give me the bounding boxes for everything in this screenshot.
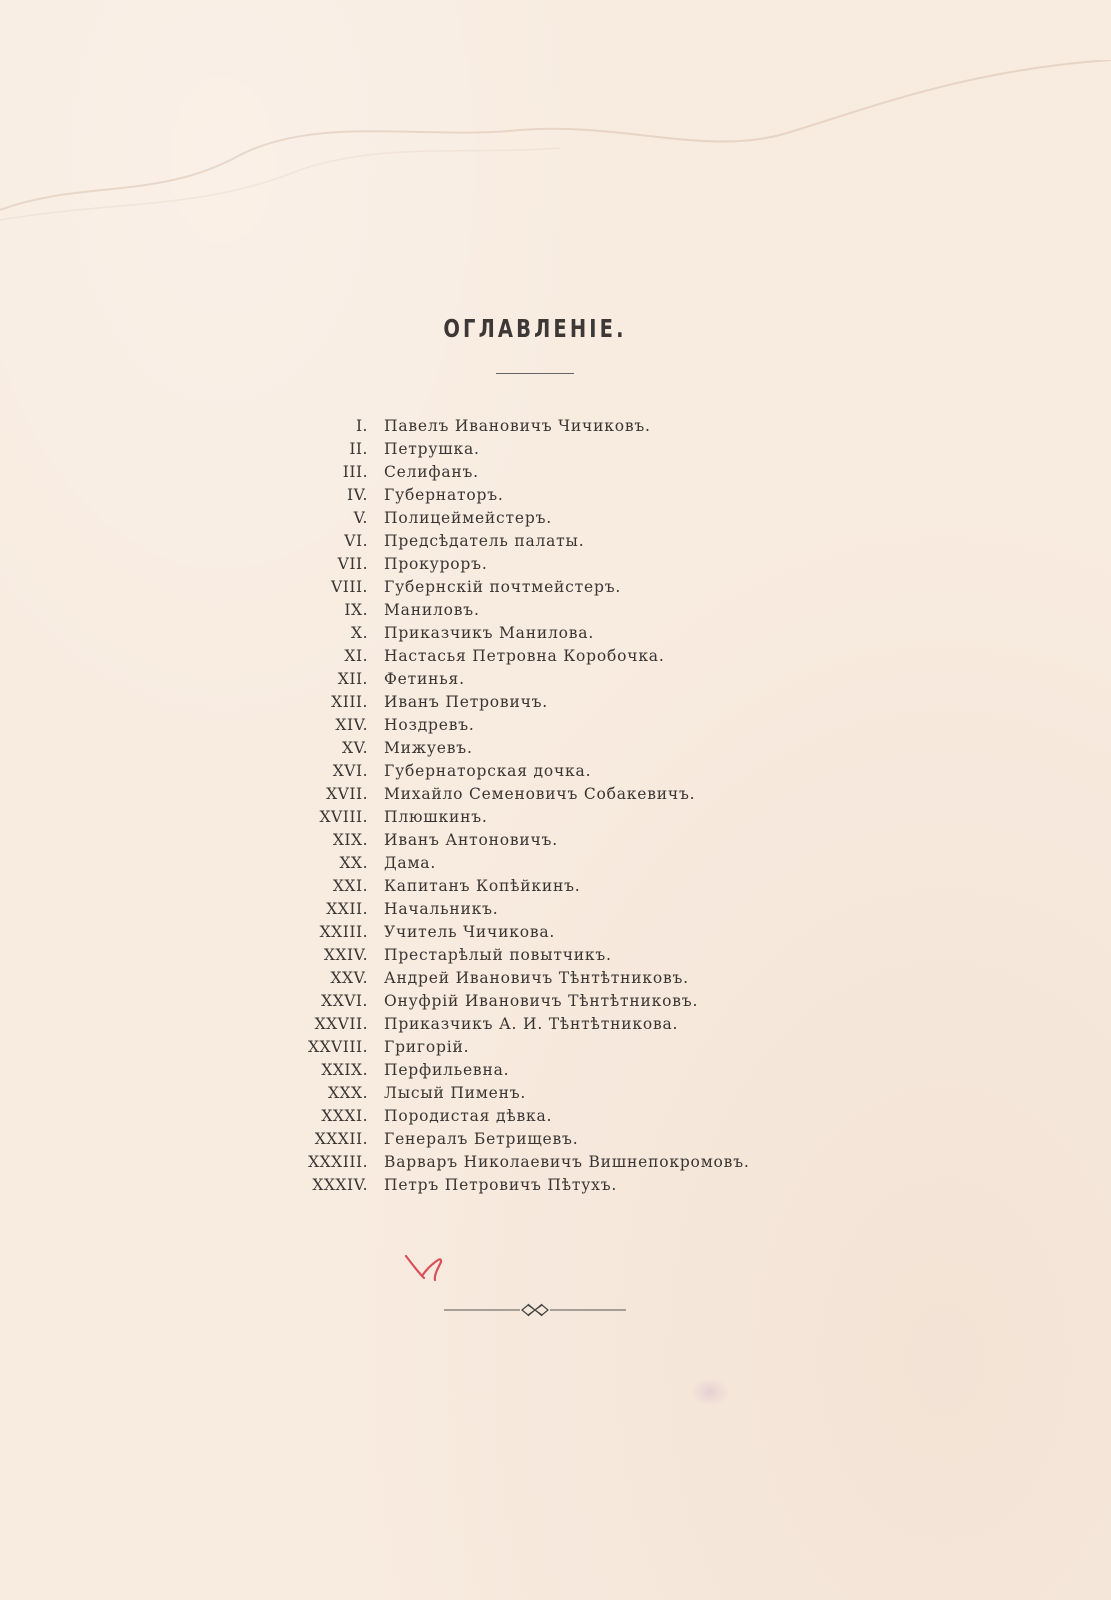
toc-entry-number: XIV. [335,716,368,734]
toc-entry-title: Павелъ Ивановичъ Чичиковъ. [384,417,651,435]
toc-entry-title: Предсѣдатель палаты. [384,532,585,550]
toc-entry-title: Приказчикъ А. И. Тѣнтѣтникова. [384,1015,679,1033]
toc-entry [0,415,1111,438]
toc-entry [0,461,1111,484]
toc-entry [0,898,1111,921]
page-title: ОГЛАВЛЕНІЕ. [443,314,627,343]
toc-entry-number: V. [353,509,368,527]
toc-entry-number: XXXIV. [312,1176,368,1194]
ornament-divider [444,1300,626,1320]
toc-entry [0,691,1111,714]
toc-entry-number: XXXIII. [308,1153,368,1171]
toc-entry-title: Иванъ Петровичъ. [384,693,549,711]
toc-entry [0,553,1111,576]
toc-entry [0,668,1111,691]
toc-entry [0,806,1111,829]
toc-entry-number: XXXII. [314,1130,368,1148]
toc-entry-number: XXIII. [319,923,368,941]
toc-entry-number: XXX. [327,1084,368,1102]
toc-entry [0,576,1111,599]
title-divider [496,373,574,374]
toc-entry-number: XXV. [330,969,368,987]
toc-entry-number: XXVI. [321,992,368,1010]
toc-entry [0,829,1111,852]
toc-entry [0,921,1111,944]
toc-entry [0,1059,1111,1082]
toc-entry-title: Приказчикъ Манилова. [384,624,595,642]
table-of-contents [0,415,1111,1197]
toc-entry [0,783,1111,806]
toc-entry-title: Перфильевна. [384,1061,510,1079]
toc-entry-number: XXXI. [321,1107,368,1125]
toc-entry-title: Губернаторъ. [384,486,504,504]
toc-entry-title: Петръ Петровичъ Пѣтухъ. [384,1176,618,1194]
toc-entry-number: XXVIII. [307,1038,368,1056]
toc-entry-number: XIX. [332,831,368,849]
toc-entry-title: Престарѣлый повытчикъ. [384,946,612,964]
toc-entry-number: VIII. [331,578,368,596]
toc-entry-number: XXII. [326,900,368,918]
toc-entry-title: Лысый Пименъ. [384,1084,527,1102]
toc-entry-number: X. [351,624,368,642]
toc-entry-title: Прокуроръ. [384,555,488,573]
toc-entry [0,622,1111,645]
toc-entry-title: Варваръ Николаевичъ Вишнепокромовъ. [384,1153,750,1171]
toc-entry [0,875,1111,898]
ink-smudge [690,1378,730,1406]
toc-entry-number: XXVII. [314,1015,368,1033]
toc-entry [0,714,1111,737]
toc-entry-title: Селифанъ. [384,463,479,481]
toc-entry-number: IV. [346,486,368,504]
toc-entry-number: XI. [344,647,368,665]
toc-entry-title: Капитанъ Копѣйкинъ. [384,877,581,895]
toc-entry [0,645,1111,668]
toc-entry-title: Полицеймейстеръ. [384,509,552,527]
toc-entry-title: Генералъ Бетрищевъ. [384,1130,579,1148]
toc-entry-title: Губернаторская дочка. [384,762,592,780]
toc-entry [0,1151,1111,1174]
toc-entry-title: Дама. [384,854,437,872]
toc-entry-title: Губернскій почтмейстеръ. [384,578,622,596]
toc-entry [0,484,1111,507]
toc-entry-number: XVIII. [319,808,368,826]
toc-entry [0,438,1111,461]
toc-entry-title: Иванъ Антоновичъ. [384,831,558,849]
toc-entry-title: Ноздревъ. [384,716,475,734]
toc-entry [0,760,1111,783]
toc-entry [0,990,1111,1013]
toc-entry-title: Маниловъ. [384,601,480,619]
toc-entry-title: Михайло Семеновичъ Собакевичъ. [384,785,696,803]
toc-entry [0,852,1111,875]
toc-entry [0,1105,1111,1128]
toc-entry [0,1082,1111,1105]
toc-entry-number: XVII. [326,785,368,803]
toc-entry-title: Мижуевъ. [384,739,473,757]
toc-entry [0,967,1111,990]
toc-entry-title: Петрушка. [384,440,480,458]
toc-entry-number: XV. [342,739,368,757]
toc-entry-title: Онуфрій Ивановичъ Тѣнтѣтниковъ. [384,992,699,1010]
toc-entry-number: VII. [337,555,368,573]
toc-entry-number: XIII. [331,693,368,711]
red-pencil-mark [404,1250,448,1284]
toc-entry-number: XX. [339,854,368,872]
water-stain [0,60,1111,230]
toc-entry-title: Начальникъ. [384,900,499,918]
toc-entry-title: Учитель Чичикова. [384,923,556,941]
toc-entry-title: Григорій. [384,1038,470,1056]
toc-entry [0,1013,1111,1036]
toc-entry-number: XXI. [332,877,368,895]
toc-entry-number: I. [355,417,368,435]
toc-entry-title: Настасья Петровна Коробочка. [384,647,665,665]
toc-entry [0,1174,1111,1197]
toc-entry-title: Плюшкинъ. [384,808,488,826]
toc-entry [0,944,1111,967]
toc-entry-title: Фетинья. [384,670,465,688]
toc-entry-number: IX. [344,601,368,619]
toc-entry [0,1128,1111,1151]
toc-entry-number: XXIV. [323,946,368,964]
toc-entry [0,737,1111,760]
toc-entry-title: Породистая дѣвка. [384,1107,553,1125]
toc-entry [0,530,1111,553]
toc-entry-number: II. [349,440,368,458]
toc-entry [0,599,1111,622]
toc-entry-number: XII. [337,670,368,688]
toc-entry-title: Андрей Ивановичъ Тѣнтѣтниковъ. [384,969,689,987]
toc-entry-number: XVI. [332,762,368,780]
toc-entry-number: XXIX. [321,1061,368,1079]
toc-entry-number: III. [342,463,368,481]
toc-entry-number: VI. [344,532,368,550]
toc-entry [0,507,1111,530]
toc-entry [0,1036,1111,1059]
